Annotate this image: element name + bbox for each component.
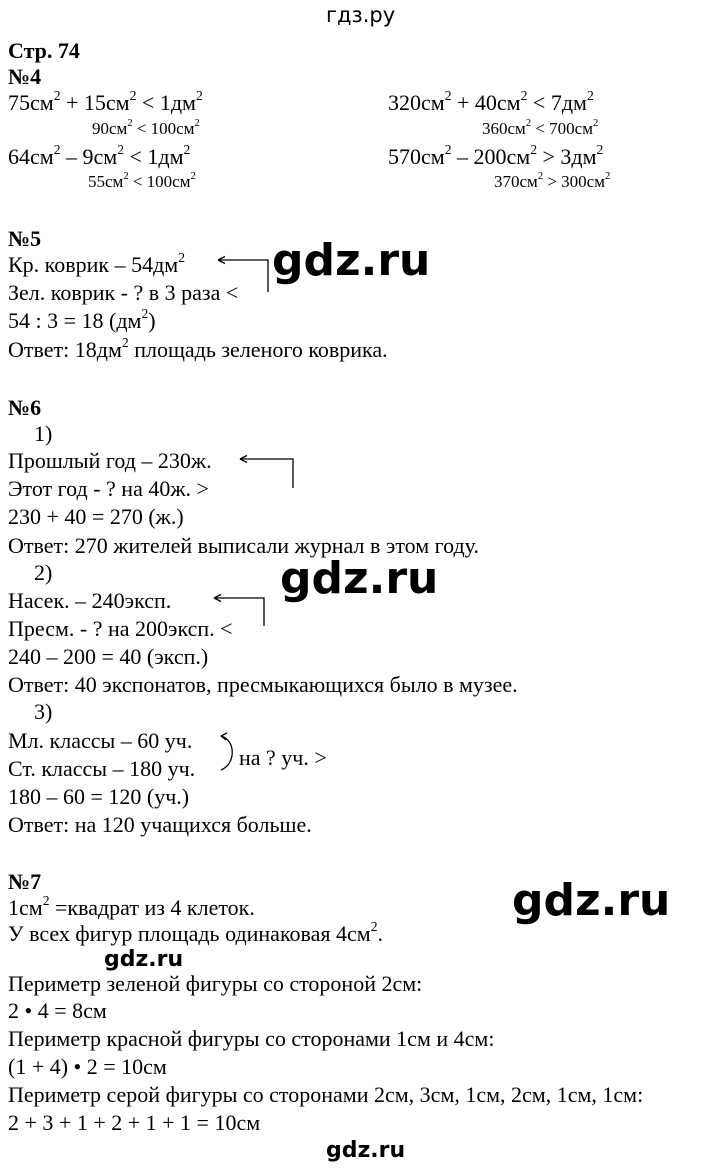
task4-right-row1: $320см^2 + 40см^2 < 7дм^2$ [388, 87, 594, 115]
task7-line5: Периметр красной фигуры со сторонами 1см и 4см: [8, 1026, 495, 1051]
task6-part3-line3: 180 – 60 = 120 (уч.) [8, 784, 190, 809]
task7-line7: Периметр серой фигуры со сторонами 2см, 3см, 1см, 2см, 1см, 1см: [8, 1082, 644, 1107]
page-number: Стр. 74 [8, 38, 80, 63]
task6-part1-label: 1) [34, 421, 53, 446]
task4-right-check2: $370см^2 > 300см^2$ [494, 170, 611, 191]
task7-line8: 2 + 3 + 1 + 2 + 1 + 1 = 10см [8, 1110, 261, 1135]
task5-line3: 54 : 3 = 18 $(дм^2)$ [8, 305, 156, 333]
task6-part1-line1: Прошлый год – 230ж. [8, 448, 212, 473]
task4-left-row1: $75см^2 + 15см^2 < 1дм^2$ [8, 87, 203, 115]
task6-part1-answer: Ответ: 270 жителей выписали журнал в этом году. [8, 533, 479, 558]
task6-part3-brace-label: на ? уч. > [239, 745, 327, 770]
task4-number: №4 [8, 64, 42, 89]
watermark-4: gdz.ru [104, 947, 184, 972]
task5-line1: Кр. коврик – $54дм^2$ [8, 249, 186, 277]
task5-number: №5 [8, 226, 42, 251]
task6-part3-label: 3) [34, 699, 53, 724]
task7-line3: Периметр зеленой фигуры со стороной 2см: [8, 971, 423, 996]
task6-part2-line1: Насек. – 240эксп. [8, 588, 172, 613]
task6-part1-line3: 230 + 40 = 270 (ж.) [8, 504, 184, 529]
footer-watermark: gdz.ru [326, 1138, 406, 1163]
task4-left-row2: $64см^2 - 9см^2 < 1дм^2$ [8, 141, 191, 169]
task6-part2-arrow-icon [214, 595, 264, 627]
watermark-3: gdz.ru [512, 875, 671, 926]
task5-arrow-icon [218, 257, 268, 293]
task4-right-row2: $570см^2 - 200см^2 > 3дм^2$ [388, 141, 604, 169]
watermark-2: gdz.ru [280, 553, 439, 604]
task7-line4: 2 • 4 = 8см [8, 998, 107, 1023]
task6-part3-answer: Ответ: на 120 учащихся больше. [8, 812, 312, 837]
task7-line1: $1см^2$ =квадрат из 4 клеток. [8, 892, 255, 920]
watermark-1: gdz.ru [272, 235, 431, 286]
task7-line6: (1 + 4) • 2 = 10см [8, 1054, 167, 1079]
task6-part3-line2: Ст. классы – 180 уч. [8, 756, 196, 781]
task5-answer: Ответ: $18дм^2$ площадь зеленого коврика. [8, 334, 388, 362]
task6-part2-label: 2) [34, 560, 53, 585]
task6-part2-line3: 240 – 200 = 40 (эксп.) [8, 644, 209, 669]
task5-line2: Зел. коврик - ? в 3 раза < [8, 280, 239, 305]
task6-part1-line2: Этот год - ? на 40ж. > [8, 476, 209, 501]
task4-right-check1: $360см^2 < 700см^2$ [482, 117, 599, 138]
task7-number: №7 [8, 869, 42, 894]
task6-part2-answer: Ответ: 40 экспонатов, пресмыкающихся было в музее. [8, 672, 518, 697]
task4-left-check1: $90см^2 < 100см^2$ [92, 117, 200, 138]
task6-number: №6 [8, 395, 42, 420]
task4-left-check2: $55см^2 < 100см^2$ [88, 170, 196, 191]
task6-part3-brace-icon [221, 733, 232, 770]
task7-line2: У всех фигур площадь одинаковая $4см^2$. [8, 918, 384, 946]
site-header: гдз.ру [326, 3, 396, 27]
task6-part2-line2: Пресм. - ? на 200эксп. < [8, 616, 233, 641]
task6-part1-arrow-icon [240, 456, 293, 489]
task6-part3-line1: Мл. классы – 60 уч. [8, 728, 193, 753]
